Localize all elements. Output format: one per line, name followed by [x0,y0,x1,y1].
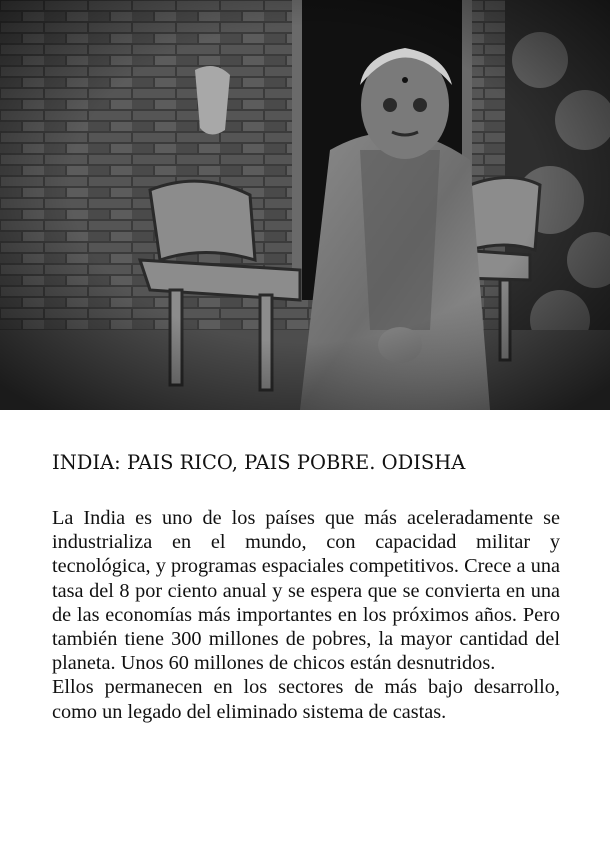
photo-elderly-woman [0,0,610,410]
article-paragraph-2: Ellos permanecen en los sectores de más bajo desarrollo, como un legado del eliminado sistema de castas. [52,676,560,723]
article-paragraph-1: La India es uno de los países que más aceleradamente se industrializa en el mundo, con capacidad militar y tecnológica, y programas espaciales competitivos. Crece a una tasa del 8 por ciento anual y se espera que se convierta en una de las economías más importantes en los próximos años. Pero también tiene 300 millones de pobres, la mayor cantidad del planeta. Unos 60 millones de chicos están desnutridos. [52,507,560,675]
article-body [52,506,560,724]
article-title: INDIA: PAIS RICO, PAIS POBRE. ODISHA [52,451,466,474]
portrait-photo-icon [0,0,610,410]
